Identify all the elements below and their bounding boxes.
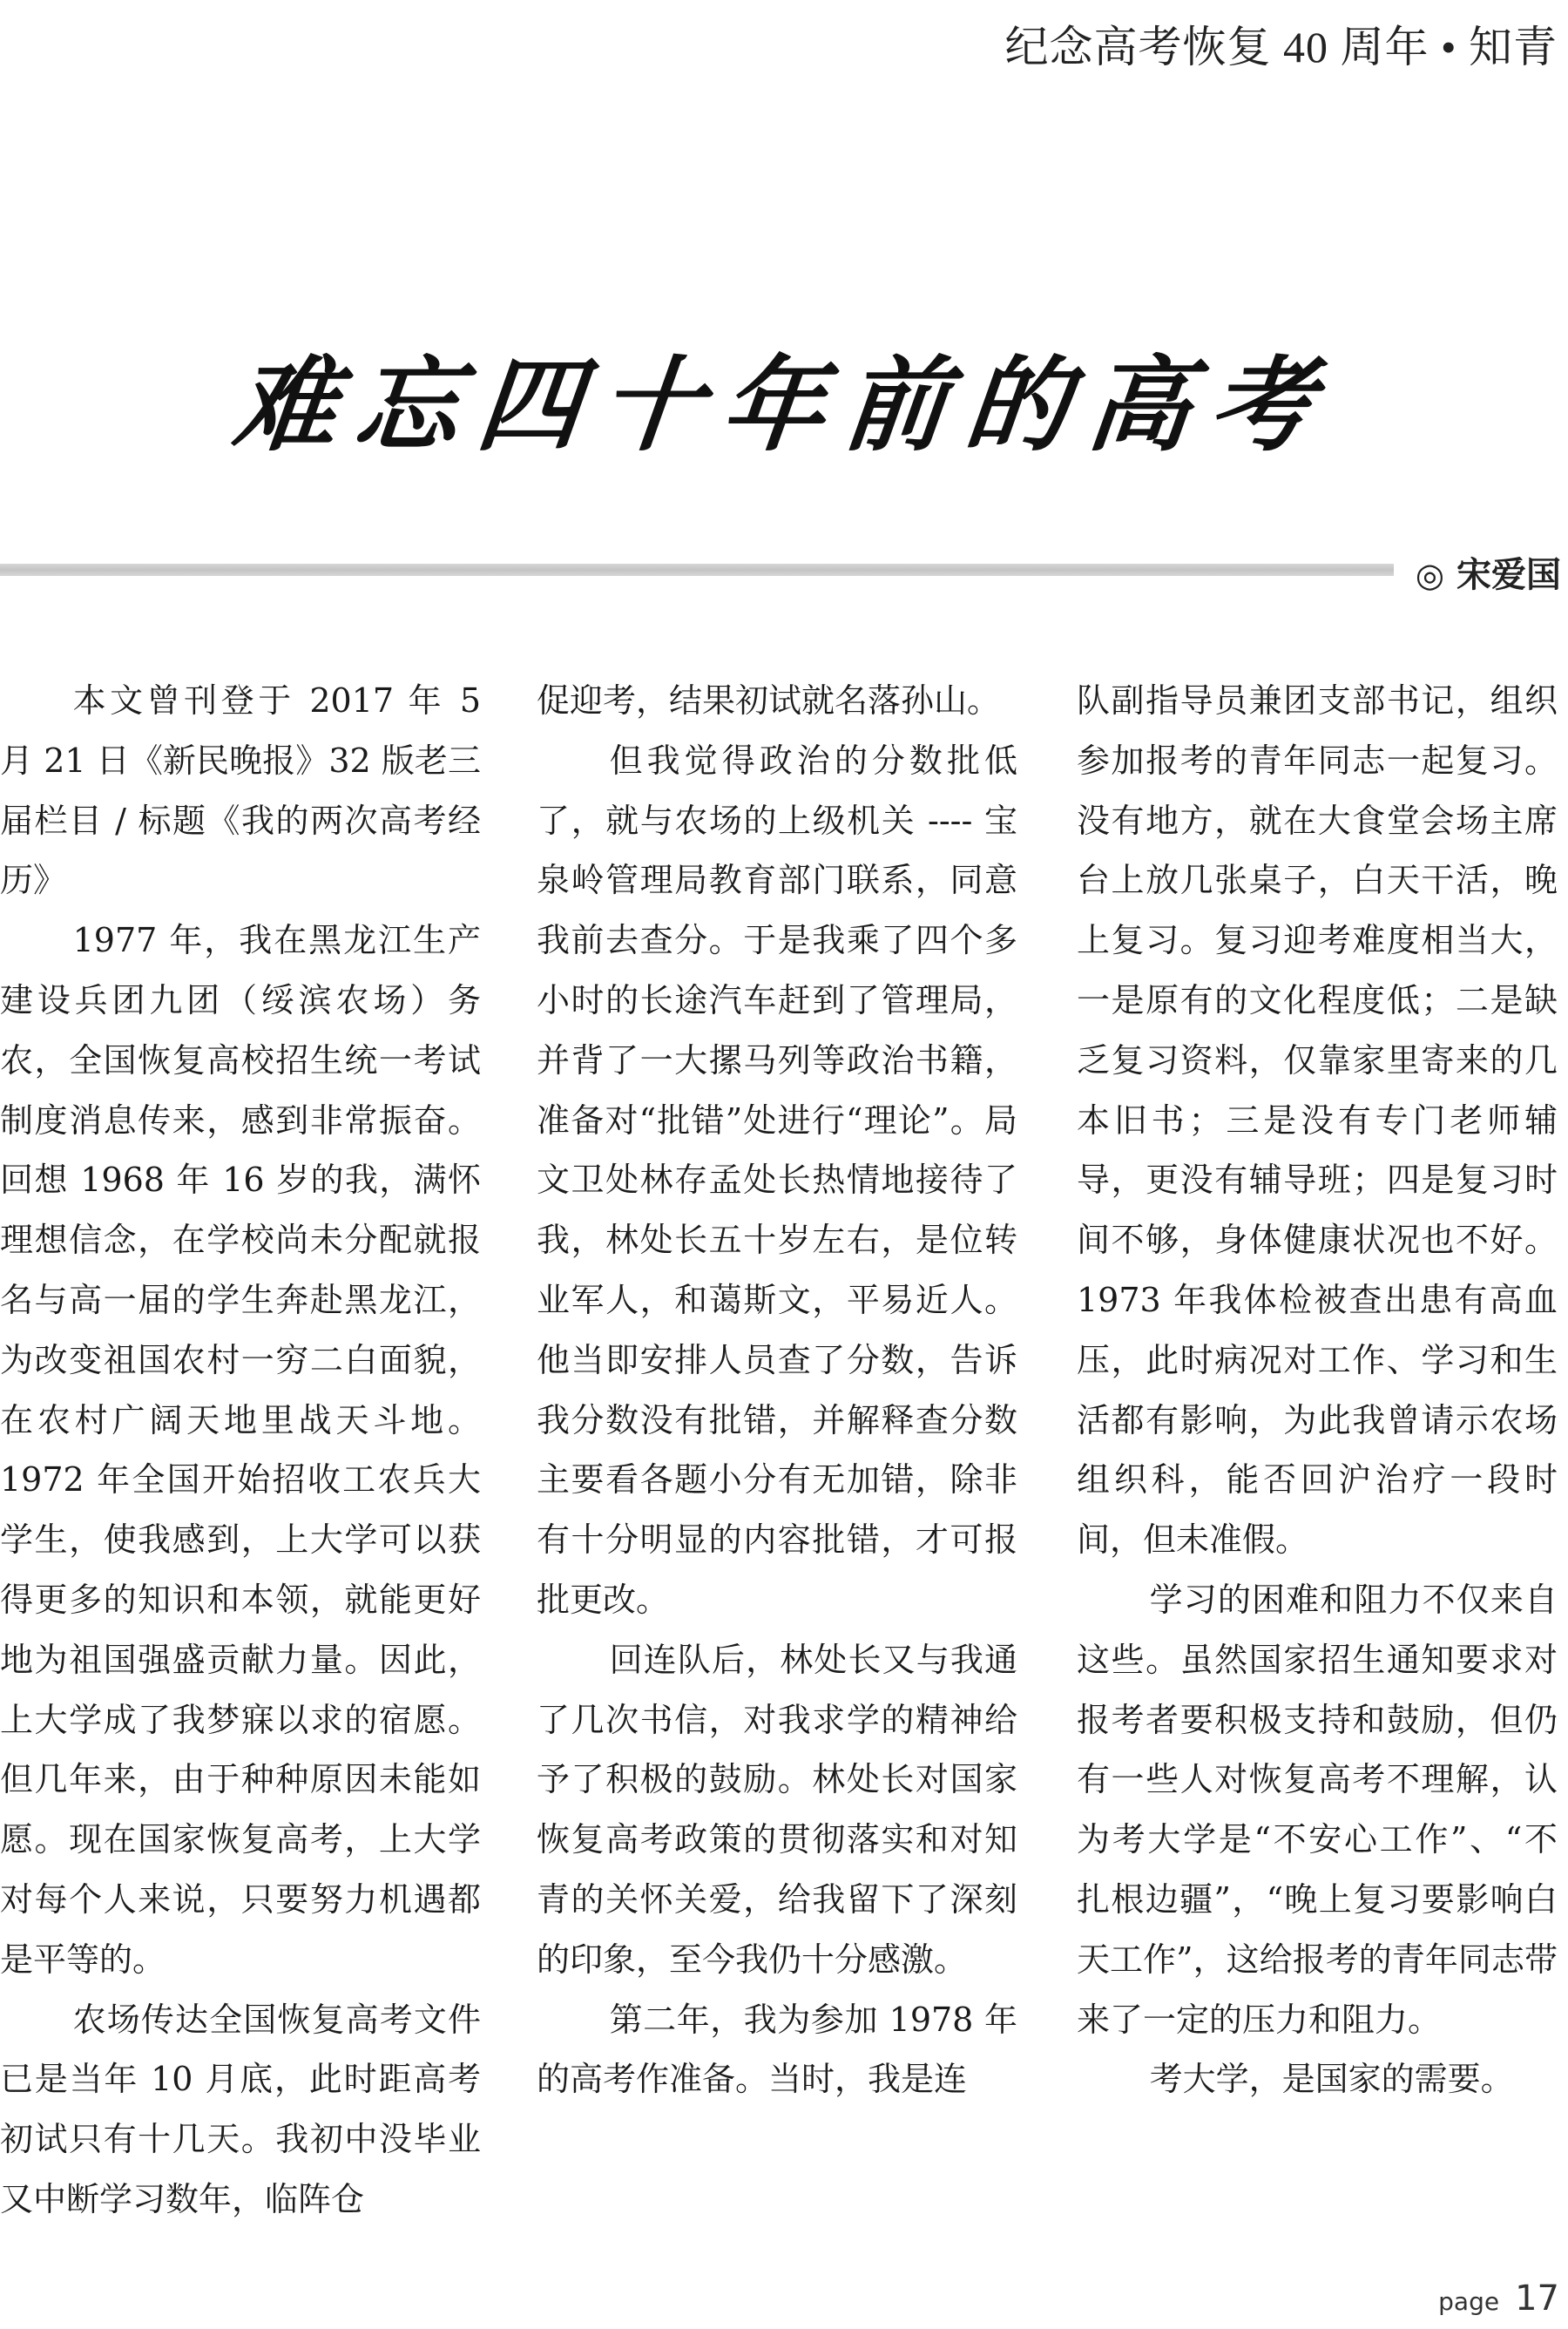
page-number: 17 — [1515, 2278, 1559, 2319]
paragraph-continuation: 促迎考，结果初试就名落孙山。 — [537, 681, 1001, 720]
byline — [1416, 547, 1561, 597]
article-title: 难忘四十年前的高考 — [227, 344, 1339, 465]
byline-divider — [0, 564, 1394, 576]
paragraph: 考大学，是国家的需要。 — [1149, 2060, 1514, 2099]
article-column-1 — [0, 671, 481, 2230]
paragraph: 农场传达全国恢复高考文件已是当年 10 月底，此时距高考初试只有十几天。我初中没毕业又中断学习数年，临阵仓 — [0, 2000, 481, 2218]
byline-mark-icon: ◎ — [1415, 556, 1444, 594]
running-header: 纪念高考恢复 40 周年 • 知青 — [1004, 23, 1558, 71]
paragraph: 本文曾刊登于 2017 年 5 月 21 日《新民晚报》32 版老三届栏目 / 标题《我的两次高考经历》 — [0, 681, 481, 900]
article-column-2 — [537, 671, 1017, 2109]
article-column-3 — [1077, 671, 1558, 2109]
page-footer — [1438, 2278, 1559, 2319]
page-label: page — [1438, 2287, 1500, 2316]
paragraph: 学习的困难和阻力不仅来自这些。虽然国家招生通知要求对报考者要积极支持和鼓励，但仍有一些人对恢复高考不理解，认为考大学是“不安心工作”、“不扎根边疆”，“晚上复习要影响白天工作”，这给报考的青年同志带来了一定的压力和阻力。 — [1077, 1580, 1558, 2039]
paragraph: 第二年，我为参加 1978 年的高考作准备。当时，我是连 — [537, 2000, 1017, 2099]
paragraph-continuation: 队副指导员兼团支部书记，组织参加报考的青年同志一起复习。没有地方，就在大食堂会场主席台上放几张桌子，白天干活，晚上复习。复习迎考难度相当大，一是原有的文化程度低；二是缺乏复习资料，仅靠家里寄来的几本旧书；三是没有专门老师辅导，更没有辅导班；四是复习时间不够，身体健康状况也不好。1973 年我体检被查出患有高血压，此时病况对工作、学习和生活都有影响，为此我曾请示农场组织科，能否回沪治疗一段时间，但未准假。 — [1077, 681, 1558, 1560]
paragraph: 但我觉得政治的分数批低了，就与农场的上级机关 ---- 宝泉岭管理局教育部门联系，同意我前去查分。于是我乘了四个多小时的长途汽车赶到了管理局，并背了一大摞马列等政治书籍，准备对“批错”处进行“理论”。局文卫处林存孟处长热情地接待了我，林处长五十岁左右，是位转业军人，和蔼斯文，平易近人。他当即安排人员查了分数，告诉我分数没有批错，并解释查分数主要看各题小分有无加错，除非有十分明显的内容批错，才可报批更改。 — [537, 741, 1017, 1619]
author-name: 宋爱国 — [1456, 555, 1561, 595]
paragraph: 回连队后，林处长又与我通了几次书信，对我求学的精神给予了积极的鼓励。林处长对国家恢复高考政策的贯彻落实和对知青的关怀关爱，给我留下了深刻的印象，至今我仍十分感激。 — [537, 1640, 1017, 1979]
paragraph: 1977 年，我在黑龙江生产建设兵团九团（绥滨农场）务农，全国恢复高校招生统一考试制度消息传来，感到非常振奋。回想 1968 年 16 岁的我，满怀理想信念，在学校尚未分配就报名与高一届的学生奔赴黑龙江，为改变祖国农村一穷二白面貌，在农村广阔天地里战天斗地。1972 年全国开始招收工农兵大学生，使我感到，上大学可以获得更多的知识和本领，就能更好地为祖国强盛贡献力量。因此，上大学成了我梦寐以求的宿愿。但几年来，由于种种原因未能如愿。现在国家恢复高考，上大学对每个人来说，只要努力机遇都是平等的。 — [0, 921, 481, 1979]
